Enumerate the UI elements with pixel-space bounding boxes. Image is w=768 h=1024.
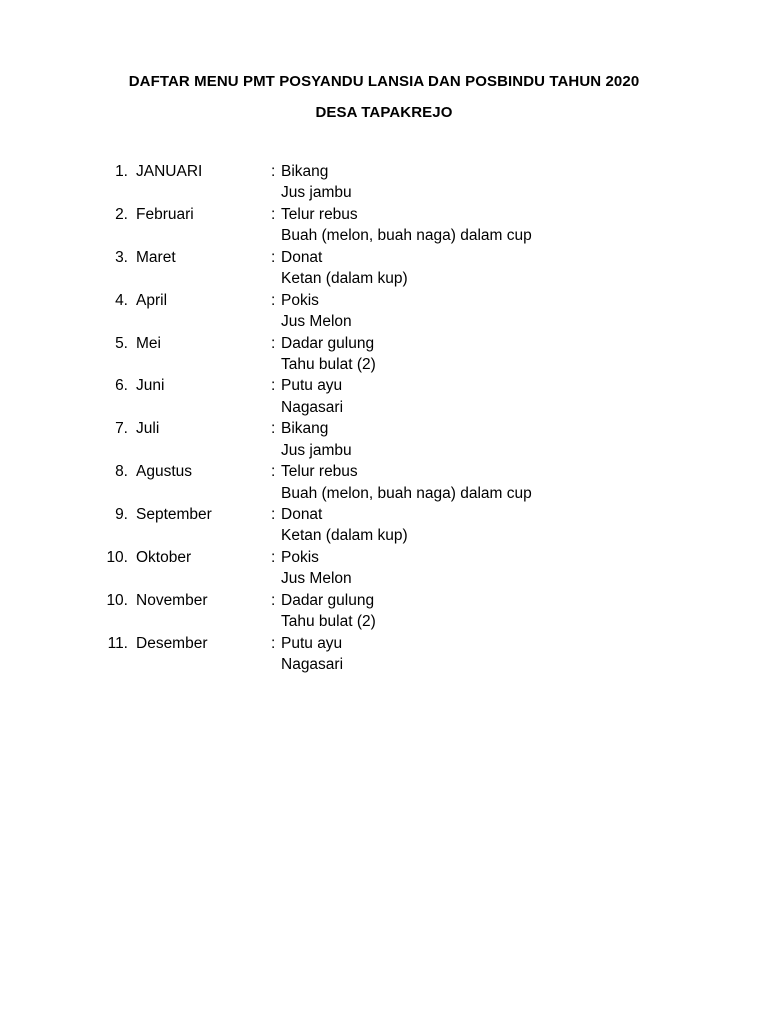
entry-menu-item: Dadar gulung: [281, 591, 375, 609]
entry-separator: :: [271, 163, 276, 180]
entry-separator: :: [271, 334, 276, 352]
entry-month: Februari: [136, 205, 194, 223]
entry-menu-item: Nagasari: [281, 398, 344, 416]
menu-entry: [0, 375, 768, 396]
entry-number: 7.: [115, 420, 128, 438]
entry-menu-item: Ketan (dalam kup): [281, 270, 408, 288]
entry-menu-item: Donat: [281, 248, 323, 266]
menu-entry: [0, 547, 768, 568]
entry-month: September: [136, 506, 212, 523]
menu-entry: [0, 161, 768, 182]
entry-separator: :: [271, 463, 276, 481]
entry-month: Juni: [136, 377, 165, 395]
menu-entry-continuation: [0, 568, 768, 589]
entry-menu-item: Tahu bulat (2): [281, 355, 376, 373]
menu-entry-continuation: [0, 525, 768, 546]
menu-entry: [0, 333, 768, 354]
document-title: DAFTAR MENU PMT POSYANDU LANSIA DAN POSBINDU TAHUN 2020: [128, 73, 640, 90]
entry-number: 10.: [106, 591, 128, 609]
entry-number: 10.: [106, 548, 128, 566]
menu-entry-continuation: [0, 611, 768, 632]
entry-month: Agustus: [136, 463, 193, 481]
entry-menu-item: Buah (melon, buah naga) dalam cup: [281, 227, 532, 245]
menu-entry-continuation: [0, 268, 768, 289]
document-subtitle: DESA TAPAKREJO: [315, 104, 453, 121]
menu-list: [0, 161, 768, 676]
entry-menu-item: Putu ayu: [281, 634, 343, 652]
menu-entry-continuation: [0, 483, 768, 504]
entry-separator: :: [271, 377, 276, 395]
entry-menu-item: Buah (melon, buah naga) dalam cup: [281, 484, 532, 502]
menu-entry-continuation: [0, 311, 768, 332]
entry-number: 9.: [115, 506, 128, 523]
entry-number: 6.: [115, 377, 128, 395]
entry-number: 8.: [115, 463, 128, 481]
entry-menu-item: Pokis: [281, 548, 319, 566]
menu-entry: [0, 633, 768, 654]
entry-number: 5.: [115, 334, 128, 352]
entry-month: JANUARI: [136, 163, 203, 180]
entry-menu-item: Nagasari: [281, 656, 344, 674]
entry-separator: :: [271, 548, 276, 566]
entry-menu-item: Putu ayu: [281, 377, 343, 395]
menu-entry: [0, 504, 768, 525]
entry-month: Mei: [136, 334, 161, 352]
menu-entry-continuation: [0, 440, 768, 461]
menu-entry: [0, 290, 768, 311]
menu-entry: [0, 590, 768, 611]
entry-number: 11.: [107, 634, 128, 652]
entry-number: 3.: [115, 248, 128, 266]
entry-number: 4.: [115, 291, 128, 309]
menu-entry: [0, 418, 768, 439]
menu-entry: [0, 204, 768, 225]
entry-menu-item: Pokis: [281, 291, 319, 309]
entry-menu-item: Jus jambu: [281, 441, 352, 459]
menu-entry-continuation: [0, 654, 768, 675]
entry-separator: :: [271, 248, 276, 266]
entry-menu-item: Ketan (dalam kup): [281, 527, 408, 545]
menu-entry-continuation: [0, 182, 768, 203]
entry-month: Juli: [136, 420, 160, 438]
entry-menu-item: Telur rebus: [281, 205, 358, 223]
entry-menu-item: Dadar gulung: [281, 334, 375, 352]
entry-menu-item: Bikang: [281, 420, 329, 438]
menu-entry-continuation: [0, 354, 768, 375]
entry-menu-item: Donat: [281, 506, 323, 523]
entry-separator: :: [271, 506, 276, 523]
entry-menu-item: Jus Melon: [281, 313, 352, 331]
entry-separator: :: [271, 634, 276, 652]
entry-month: Desember: [136, 634, 208, 652]
menu-entry-continuation: [0, 225, 768, 246]
entry-number: 1.: [115, 163, 128, 180]
entry-menu-item: Jus jambu: [281, 184, 352, 202]
menu-entry-continuation: [0, 397, 768, 418]
entry-menu-item: Jus Melon: [281, 570, 352, 588]
entry-month: April: [136, 291, 168, 309]
entry-month: Maret: [136, 248, 176, 266]
entry-separator: :: [271, 291, 276, 309]
entry-month: November: [136, 591, 208, 609]
entry-number: 2.: [115, 205, 128, 223]
menu-entry: [0, 247, 768, 268]
entry-separator: :: [271, 591, 276, 609]
entry-month: Oktober: [136, 548, 192, 566]
menu-entry: [0, 461, 768, 482]
entry-separator: :: [271, 205, 276, 223]
entry-separator: :: [271, 420, 276, 438]
entry-menu-item: Tahu bulat (2): [281, 613, 376, 631]
entry-menu-item: Telur rebus: [281, 463, 358, 481]
entry-menu-item: Bikang: [281, 163, 329, 180]
